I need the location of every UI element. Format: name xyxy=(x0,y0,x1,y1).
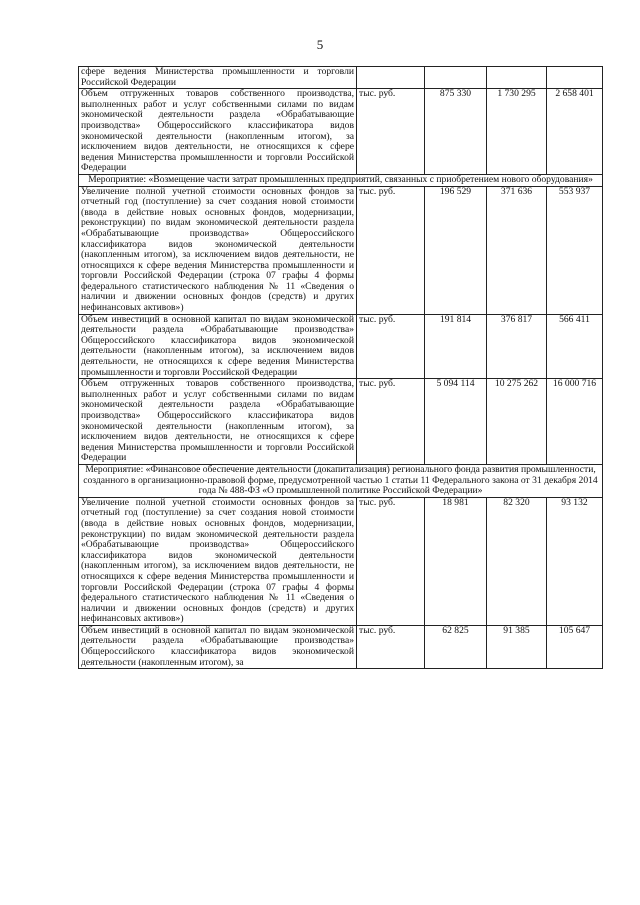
indicator-description: Объем инвестиций в основной капитал по видам экономической деятельности раздела «Обрабатывающие производства» Общероссийского классификатора видов экономической деятельности (накопленным итогом), за исключением видов деятельности, не относящихся к сфере ведения Министерства промышленности и торговли Российской Федерации xyxy=(79,314,357,379)
value-year-2: 376 817 xyxy=(487,314,547,379)
unit-cell xyxy=(357,67,425,89)
value-year-1 xyxy=(425,67,487,89)
indicator-description: Объем отгруженных товаров собственного производства, выполненных работ и услуг собственными силами по видам экономической деятельности раздела «Обрабатывающие производства» Общероссийского классификатора видов экономической деятельности (накопленным итогом), за исключением видов деятельности, не относящихся к сфере ведения Министерства промышленности и торговли Российской Федерации xyxy=(79,379,357,465)
value-year-1: 191 814 xyxy=(425,314,487,379)
indicators-table xyxy=(78,66,603,669)
value-year-2: 1 730 295 xyxy=(487,89,547,175)
unit-cell: тыс. руб. xyxy=(357,314,425,379)
table-row xyxy=(79,379,603,465)
table-row xyxy=(79,497,603,625)
value-year-3: 553 937 xyxy=(547,186,603,314)
table-row xyxy=(79,89,603,175)
value-year-1: 5 094 114 xyxy=(425,379,487,465)
indicator-description: сфере ведения Министерства промышленности и торговли Российской Федерации xyxy=(79,67,357,89)
unit-cell: тыс. руб. xyxy=(357,625,425,668)
unit-cell: тыс. руб. xyxy=(357,379,425,465)
value-year-2: 371 636 xyxy=(487,186,547,314)
table-row xyxy=(79,625,603,668)
value-year-2: 91 385 xyxy=(487,625,547,668)
unit-cell: тыс. руб. xyxy=(357,497,425,625)
value-year-3: 105 647 xyxy=(547,625,603,668)
value-year-1: 18 981 xyxy=(425,497,487,625)
value-year-2 xyxy=(487,67,547,89)
indicator-description: Увеличение полной учетной стоимости основных фондов за отчетный год (поступление) за счет создания новой стоимости (ввода в действие новых основных фондов, модернизации, реконструкции) по видам экономической деятельности раздела «Обрабатывающие производства» Общероссийского классификатора видов экономической деятельности (накопленным итогом), за исключением видов деятельности, не относящихся к сфере ведения Министерства промышленности и торговли Российской Федерации (строка 07 графы 4 формы федерального статистического наблюдения № 11 «Сведения о наличии и движении основных фондов (средств) и других нефинансовых активов») xyxy=(79,497,357,625)
value-year-2: 82 320 xyxy=(487,497,547,625)
indicator-description: Объем отгруженных товаров собственного производства, выполненных работ и услуг собственными силами по видам экономической деятельности раздела «Обрабатывающие производства» Общероссийского классификатора видов экономической деятельности (накопленным итогом), за исключением видов деятельности, не относящихся к сфере ведения Министерства промышленности и торговли Российской Федерации xyxy=(79,89,357,175)
event-row xyxy=(79,174,603,186)
unit-cell: тыс. руб. xyxy=(357,186,425,314)
table-row xyxy=(79,67,603,89)
value-year-3 xyxy=(547,67,603,89)
table-row xyxy=(79,314,603,379)
value-year-3: 93 132 xyxy=(547,497,603,625)
value-year-2: 10 275 262 xyxy=(487,379,547,465)
value-year-3: 566 411 xyxy=(547,314,603,379)
table-row xyxy=(79,186,603,314)
value-year-1: 196 529 xyxy=(425,186,487,314)
value-year-3: 16 000 716 xyxy=(547,379,603,465)
event-title: Мероприятие: «Возмещение части затрат промышленных предприятий, связанных с приобретением нового оборудования» xyxy=(79,174,603,186)
unit-cell: тыс. руб. xyxy=(357,89,425,175)
indicator-description: Объем инвестиций в основной капитал по видам экономической деятельности раздела «Обрабатывающие производства» Общероссийского классификатора видов экономической деятельности (накопленным итогом), за xyxy=(79,625,357,668)
event-row xyxy=(79,464,603,497)
value-year-3: 2 658 401 xyxy=(547,89,603,175)
value-year-1: 875 330 xyxy=(425,89,487,175)
event-title: Мероприятие: «Финансовое обеспечение деятельности (докапитализация) регионального фонда развития промышленности, созданного в организационно-правовой форме, предусмотренной частью 1 статьи 11 Федерального закона от 31 декабря 2014 года № 488-ФЗ «О промышленной политике Российской Федерации» xyxy=(79,464,603,497)
value-year-1: 62 825 xyxy=(425,625,487,668)
indicator-description: Увеличение полной учетной стоимости основных фондов за отчетный год (поступление) за счет создания новой стоимости (ввода в действие новых основных фондов, модернизации, реконструкции) по видам экономической деятельности раздела «Обрабатывающие производства» Общероссийского классификатора видов экономической деятельности (накопленным итогом), за исключением видов деятельности, не относящихся к сфере ведения Министерства промышленности и торговли Российской Федерации (строка 07 графы 4 формы федерального статистического наблюдения № 11 «Сведения о наличии и движении основных фондов (средств) и других нефинансовых активов») xyxy=(79,186,357,314)
page-number: 5 xyxy=(316,37,324,52)
